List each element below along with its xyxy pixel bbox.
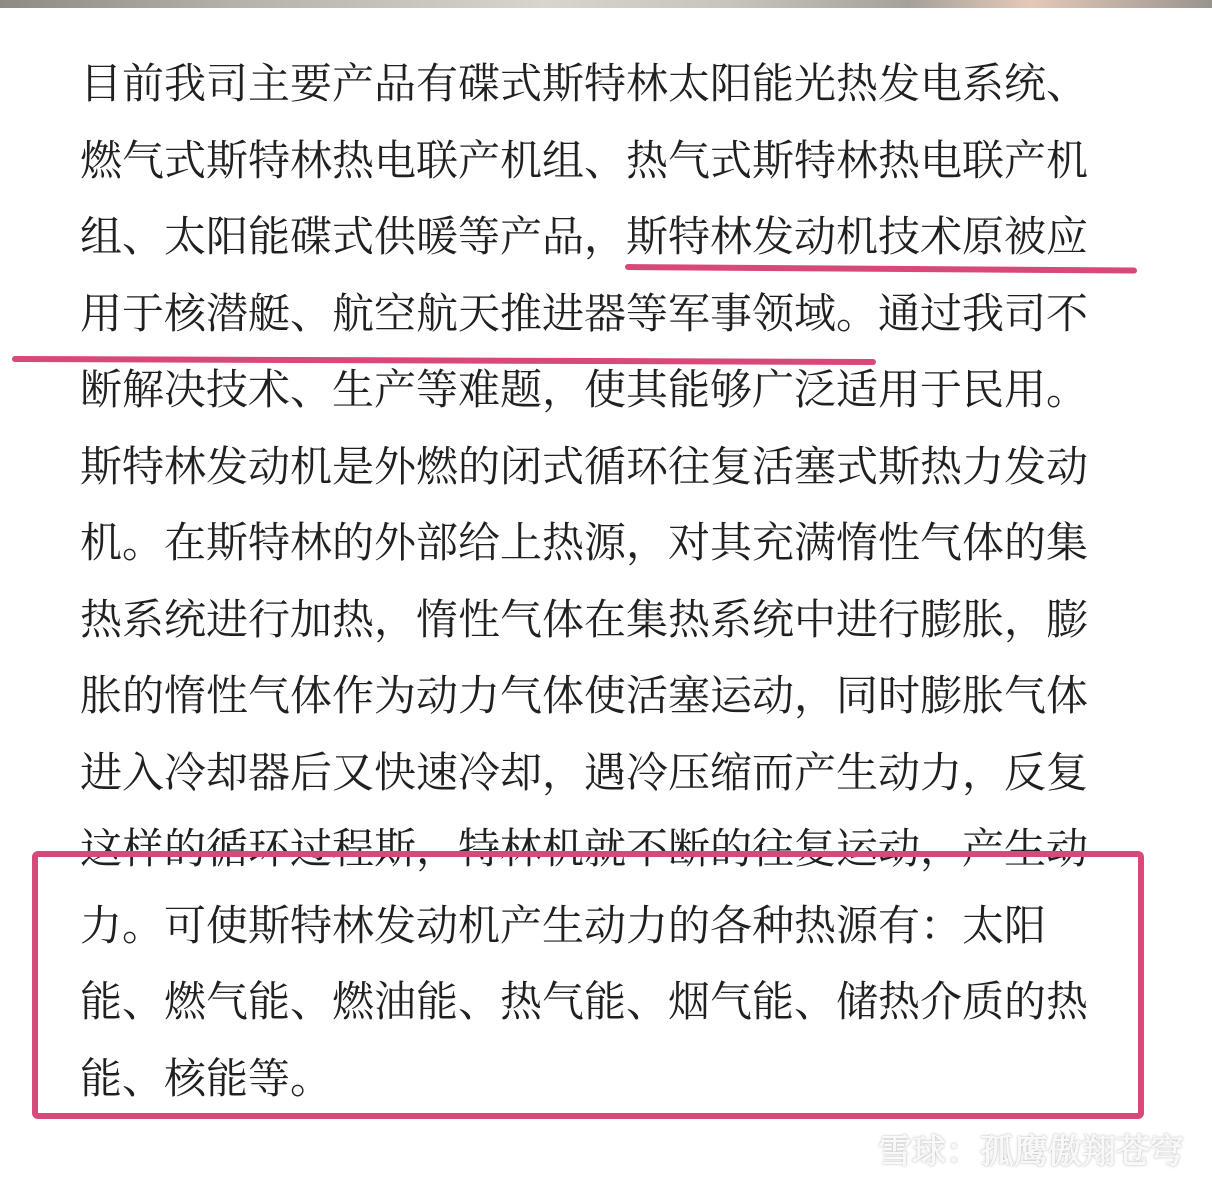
article-line: 目前我司主要产品有碟式斯特林太阳能光热发电系统、: [80, 59, 1089, 108]
article-line: 组、太阳能碟式供暖等产品，斯特林发动机技术原被应: [80, 212, 1089, 261]
article-line: 机。在斯特林的外部给上热源，对其充满惰性气体的集: [80, 518, 1089, 567]
article-line: 能、燃气能、燃油能、热气能、烟气能、储热介质的热: [80, 977, 1089, 1026]
watermark: [828, 1124, 1184, 1172]
article-line: 这样的循环过程斯，特林机就不断的往复运动，产生动: [80, 824, 1089, 873]
article-line: 燃气式斯特林热电联产机组、热气式斯特林热电联产机: [80, 135, 1089, 185]
watermark-text: 雪球：孤鹰傲翔苍穹: [878, 1131, 1184, 1172]
highlight-box: [32, 851, 1144, 1119]
article-line: 胀的惰性气体作为动力气体使活塞运动，同时膨胀气体: [80, 671, 1089, 720]
top-photo-edge: [0, 0, 1212, 8]
article-line: 用于核潜艇、航空航天推进器等军事领域。通过我司不: [80, 288, 1089, 338]
article-line: 能、核能等。: [80, 1053, 333, 1103]
article-line: 断解决技术、生产等难题，使其能够广泛适用于民用。: [80, 365, 1089, 414]
article-line: 斯特林发动机是外燃的闭式循环往复活塞式斯热力发动: [80, 441, 1089, 491]
snowball-logo-icon: [828, 1128, 868, 1168]
article-line: 力。可使斯特林发动机产生动力的各种热源有：太阳: [80, 900, 1047, 950]
article-line: 热系统进行加热，惰性气体在集热系统中进行膨胀，膨: [80, 594, 1089, 644]
article-line: 进入冷却器后又快速冷却，遇冷压缩而产生动力，反复: [80, 747, 1089, 797]
